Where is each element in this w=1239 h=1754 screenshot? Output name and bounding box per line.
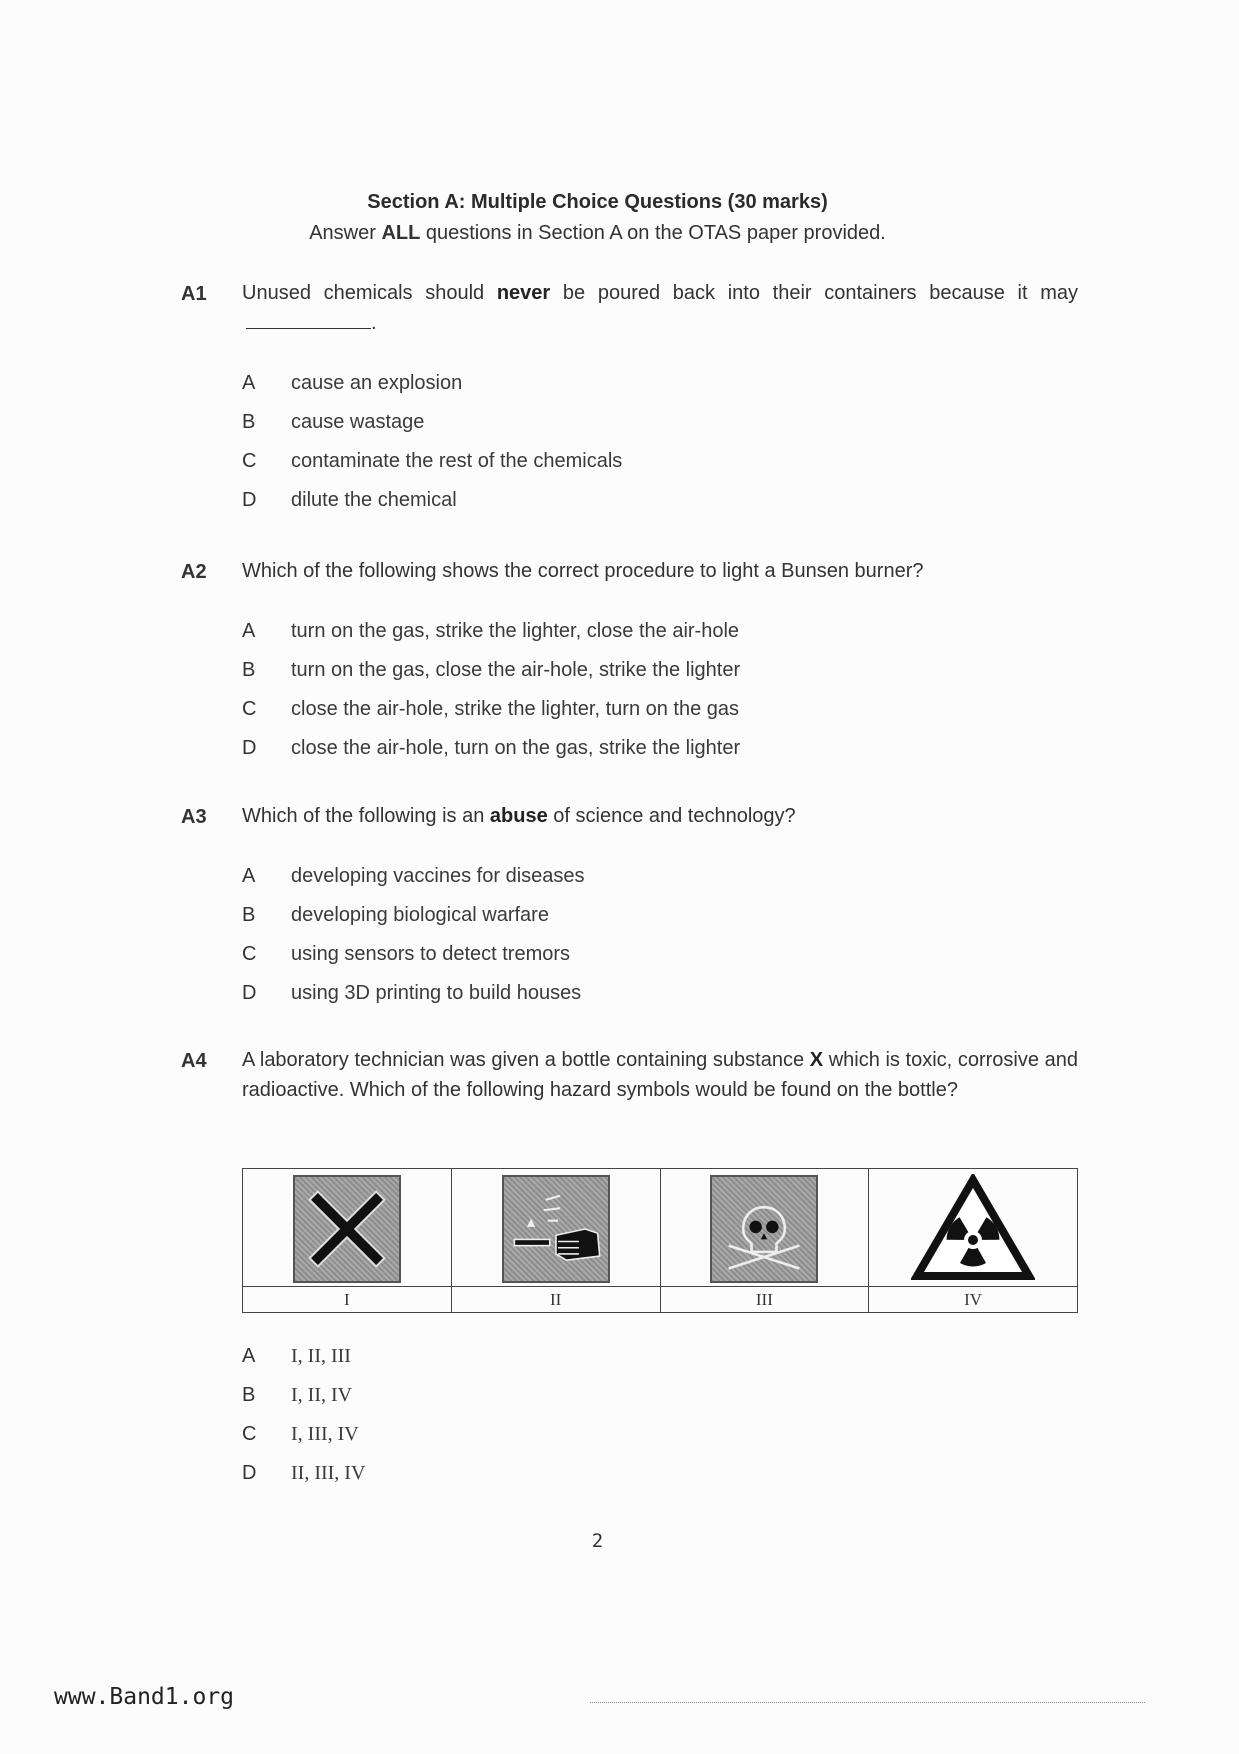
question-text	[242, 801, 1078, 831]
option-text: using 3D printing to build houses	[291, 982, 582, 1004]
question-text-part: be poured back into their containers because it may	[550, 282, 1078, 304]
option-letter: B	[242, 904, 256, 926]
option-text: cause an explosion	[291, 372, 463, 394]
question-text-part: of science and technology?	[547, 805, 796, 827]
harmful-irritant-x-icon	[293, 1175, 401, 1283]
hazard-cell	[243, 1169, 452, 1287]
option-text: II, III, IV	[291, 1462, 366, 1484]
corrosive-icon	[502, 1175, 610, 1283]
question-text	[242, 278, 1078, 338]
option-text: cause wastage	[291, 411, 425, 433]
option-text: close the air-hole, turn on the gas, strike the lighter	[291, 737, 741, 759]
answer-blank	[246, 310, 371, 329]
instruction-text: questions in Section A on the OTAS paper provided.	[420, 222, 886, 244]
option-text: I, III, IV	[291, 1423, 359, 1445]
question-emphasis: X	[809, 1049, 824, 1071]
option-text: developing biological warfare	[291, 904, 549, 926]
question-text-part: which is toxic, corrosive and radioactive. Which of the following hazard symbols would be found on the bottle?	[242, 1049, 1078, 1101]
hazard-cell	[451, 1169, 660, 1287]
option-text: I, II, III	[291, 1345, 351, 1367]
instruction-emphasis: ALL	[381, 222, 421, 244]
hazard-cell	[660, 1169, 869, 1287]
question-number: A3	[181, 806, 207, 828]
option-letter: A	[242, 372, 256, 394]
option-letter: A	[242, 865, 256, 887]
option-letter: C	[242, 450, 257, 472]
option-letter: D	[242, 489, 257, 511]
question-emphasis: abuse	[489, 805, 548, 827]
footer-site-link[interactable]: www.Band1.org	[54, 1684, 235, 1710]
option-letter: D	[242, 1462, 257, 1484]
footer-divider	[590, 1702, 1145, 1703]
question-number: A2	[181, 561, 207, 583]
hazard-label: I	[243, 1287, 452, 1313]
question-number: A1	[181, 283, 207, 305]
question-text-part: A laboratory technician was given a bottle containing substance	[242, 1049, 810, 1071]
option-letter: B	[242, 1384, 256, 1406]
section-title: Section A: Multiple Choice Questions (30 marks)	[367, 191, 828, 213]
option-letter: B	[242, 411, 256, 433]
hazard-label: II	[451, 1287, 660, 1313]
option-text: developing vaccines for diseases	[291, 865, 585, 887]
hazard-symbols-table	[242, 1168, 1078, 1313]
hazard-label: III	[660, 1287, 869, 1313]
hazard-cell	[869, 1169, 1078, 1287]
option-text: turn on the gas, strike the lighter, close the air-hole	[291, 620, 740, 642]
question-emphasis: never	[496, 282, 551, 304]
instruction-text: Answer	[309, 222, 382, 244]
question-text-part: Which of the following is an	[242, 805, 490, 827]
option-text: using sensors to detect tremors	[291, 943, 571, 965]
option-letter: C	[242, 698, 257, 720]
section-instruction	[0, 222, 1195, 245]
option-letter: A	[242, 620, 256, 642]
page-number: 2	[591, 1530, 604, 1552]
radioactive-icon	[911, 1174, 1035, 1282]
option-text: dilute the chemical	[291, 489, 457, 511]
question-text-part: Unused chemicals should	[242, 282, 497, 304]
question-text: Which of the following shows the correct procedure to light a Bunsen burner?	[242, 560, 924, 582]
toxic-skull-icon	[710, 1175, 818, 1283]
option-letter: B	[242, 659, 256, 681]
option-text: close the air-hole, strike the lighter, turn on the gas	[291, 698, 740, 720]
question-number: A4	[181, 1050, 207, 1072]
option-letter: D	[242, 737, 257, 759]
question-text-part: .	[371, 312, 377, 334]
option-letter: C	[242, 943, 257, 965]
option-text: I, II, IV	[291, 1384, 353, 1406]
option-letter: A	[242, 1345, 256, 1367]
question-text	[242, 1045, 1078, 1105]
option-letter: D	[242, 982, 257, 1004]
hazard-label: IV	[869, 1287, 1078, 1313]
option-text: contaminate the rest of the chemicals	[291, 450, 623, 472]
option-text: turn on the gas, close the air-hole, strike the lighter	[291, 659, 741, 681]
option-letter: C	[242, 1423, 257, 1445]
